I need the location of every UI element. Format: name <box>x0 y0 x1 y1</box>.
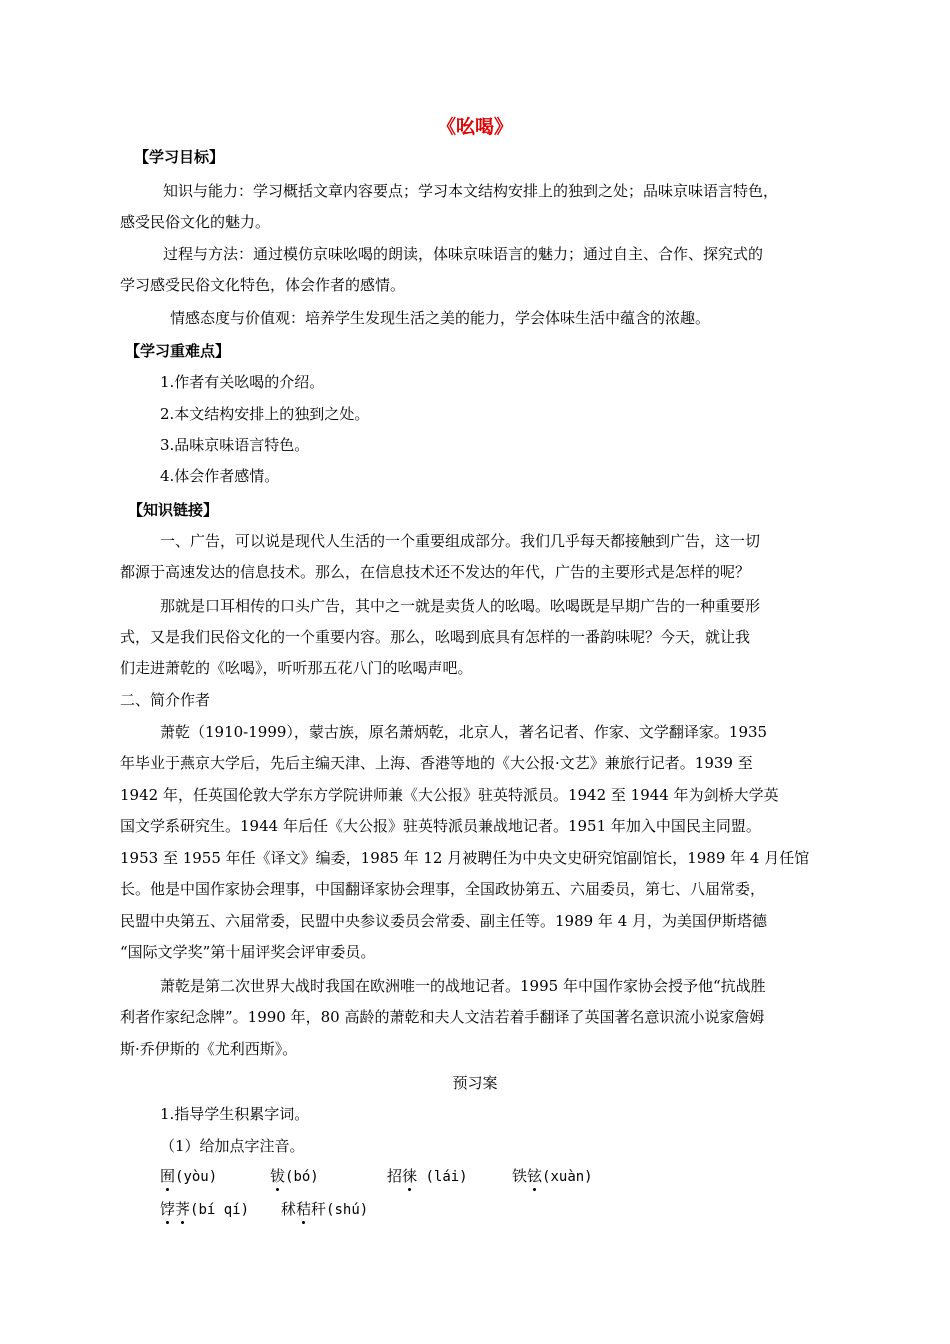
link-paragraph-2-line-3: 们走进萧乾的《吆喝》，听听那五花八门的吆喝声吧。 <box>120 659 473 677</box>
author-bio-line: 萧乾（1910-1999），蒙古族，原名萧炳乾，北京人，著名记者、作家、文学翻译家。1935 <box>160 723 768 741</box>
dotted-char: 钹 <box>270 1167 286 1185</box>
dotted-char: 囿 <box>160 1167 176 1185</box>
document-title: 《吆喝》 <box>436 116 513 138</box>
preview-item-1-sub: （1）给加点字注音。 <box>160 1137 305 1155</box>
dotted-char: 秸 <box>296 1200 312 1218</box>
pinyin: (bí qí) <box>190 1202 250 1218</box>
key-point-item: 1.作者有关吆喝的介绍。 <box>160 373 325 391</box>
link-paragraph-2-line-1: 那就是口耳相传的口头广告，其中之一就是卖货人的吆喝。吆喝既是早期广告的一种重要形 <box>160 597 761 615</box>
plain-char: 秆 <box>311 1200 327 1218</box>
author-bio-line: 1942 年，任英国伦敦大学东方学院讲师兼《大公报》驻英特派员。1942 至 1944 年为剑桥大学英 <box>120 786 779 804</box>
pinyin: (shú) <box>326 1202 369 1218</box>
author-bio-line: 长。他是中国作家协会理事，中国翻译家协会理事，全国政协第五、六届委员，第七、八届常委， <box>120 880 766 898</box>
preview-heading: 预习案 <box>452 1074 498 1092</box>
key-points-heading: 【学习重难点】 <box>125 342 231 360</box>
pinyin: (bó) <box>285 1169 319 1185</box>
vocab-word <box>160 1199 249 1220</box>
author-intro-heading: 二、简介作者 <box>120 691 211 709</box>
author-bio-line: 国文学系研究生。1944 年后任《大公报》驻英特派员兼战地记者。1951 年加入中国民主同盟。 <box>120 817 761 835</box>
goal-knowledge-line-2: 感受民俗文化的魅力。 <box>120 213 271 231</box>
goal-emotion-line: 情感态度与价值观：培养学生发现生活之美的能力，学会体味生活中蕴含的浓趣。 <box>170 309 711 327</box>
author-bio-line: 萧乾是第二次世界大战时我国在欧洲唯一的战地记者。1995 年中国作家协会授予他“抗战胜 <box>160 977 766 995</box>
author-bio-line: “国际文学奖”第十届评奖会评审委员。 <box>120 943 376 961</box>
author-bio-line: 1953 至 1955 年任《译文》编委，1985 年 12 月被聘任为中央文史研究馆副馆长，1989 年 4 月任馆 <box>120 849 810 867</box>
link-paragraph-2-line-2: 式，又是我们民俗文化的一个重要内容。那么，吆喝到底具有怎样的一番韵味呢？今天，就让我 <box>120 628 751 646</box>
author-bio-line: 利者作家纪念牌”。1990 年，80 高龄的萧乾和夫人文洁若着手翻译了英国著名意识流小说家詹姆 <box>120 1008 765 1026</box>
goal-process-line-1: 过程与方法：通过模仿京味吆喝的朗读，体味京味语言的魅力；通过自主、合作、探究式的 <box>163 245 764 263</box>
learning-goals-heading: 【学习目标】 <box>134 148 225 166</box>
dotted-char: 铉 <box>527 1167 543 1185</box>
vocab-word <box>281 1199 368 1220</box>
link-paragraph-1-line-1: 一、广告，可以说是现代人生活的一个重要组成部分。我们几乎每天都接触到广告，这一切 <box>160 532 761 550</box>
link-paragraph-1-line-2: 都源于高速发达的信息技术。那么，在信息技术还不发达的年代，广告的主要形式是怎样的呢？ <box>120 563 751 581</box>
author-bio-line: 斯·乔伊斯的《尤利西斯》。 <box>120 1040 298 1058</box>
vocab-word <box>387 1166 468 1187</box>
dotted-char: 徕 <box>402 1167 418 1185</box>
plain-char: 招 <box>387 1167 403 1185</box>
vocab-word <box>160 1166 217 1187</box>
author-bio-line: 民盟中央第五、六届常委，民盟中央参议委员会常委、副主任等。1989 年 4 月，为美国伊斯塔德 <box>120 912 768 930</box>
pinyin: (xuàn) <box>542 1169 593 1185</box>
key-point-item: 3.品味京味语言特色。 <box>160 436 310 454</box>
goal-knowledge-line-1: 知识与能力：学习概括文章内容要点；学习本文结构安排上的独到之处；品味京味语言特色， <box>163 182 779 200</box>
author-bio-line: 年毕业于燕京大学后，先后主编天津、上海、香港等地的《大公报·文艺》兼旅行记者。1939 至 <box>120 754 753 772</box>
knowledge-link-heading: 【知识链接】 <box>128 501 219 519</box>
dotted-char: 饽 <box>160 1200 176 1218</box>
pinyin: (lái) <box>417 1169 468 1185</box>
preview-item-1: 1.指导学生积累字词。 <box>160 1105 310 1123</box>
plain-char: 秫 <box>281 1200 297 1218</box>
vocab-word <box>512 1166 593 1187</box>
vocab-word <box>270 1166 319 1187</box>
dotted-char: 荠 <box>175 1200 191 1218</box>
goal-process-line-2: 学习感受民俗文化特色，体会作者的感情。 <box>120 276 406 294</box>
pinyin: (yòu) <box>175 1169 218 1185</box>
plain-char: 铁 <box>512 1167 528 1185</box>
key-point-item: 2.本文结构安排上的独到之处。 <box>160 405 370 423</box>
key-point-item: 4.体会作者感情。 <box>160 467 280 485</box>
